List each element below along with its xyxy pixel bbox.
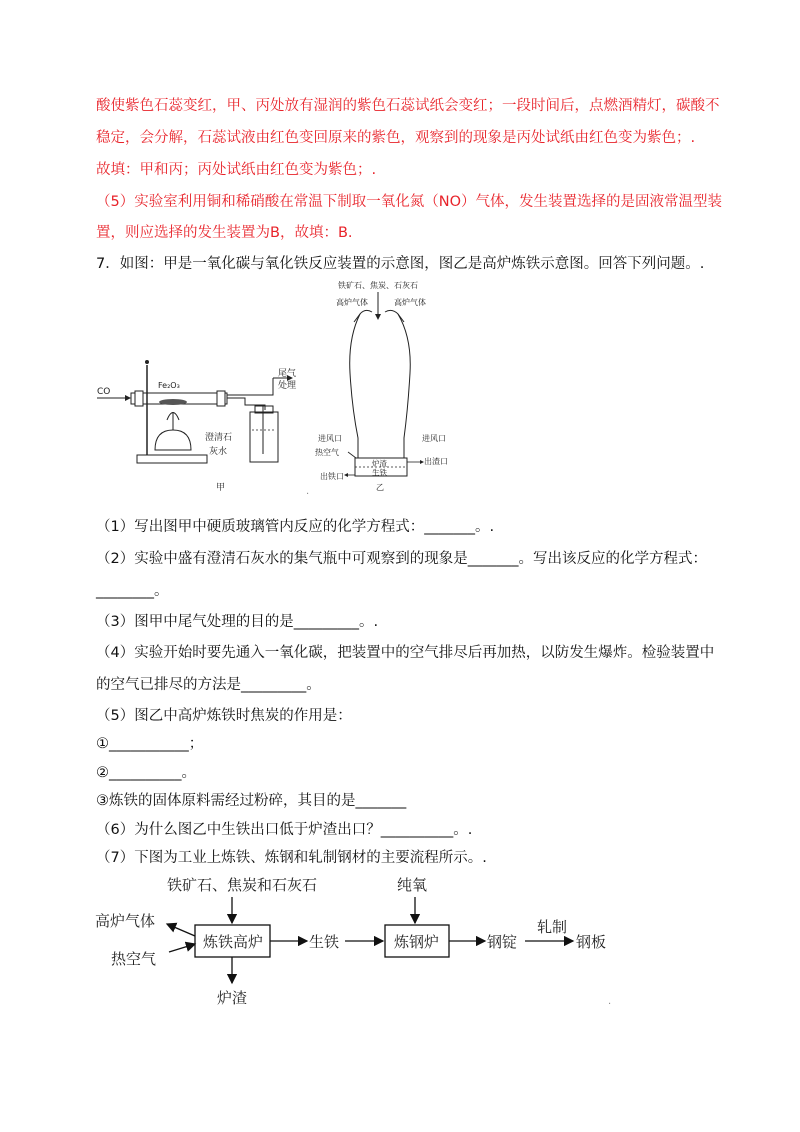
question-1: （1）写出图甲中硬质玻璃管内反应的化学方程式：_______。. bbox=[96, 519, 495, 535]
flow-rolling: 轧制 bbox=[537, 918, 568, 936]
question-2a: （2）实验中盛有澄清石灰水的集气瓶中可观察到的现象是_______。写出该反应的化学方程式： bbox=[96, 551, 707, 567]
iron-outlet-label: 出铁口 bbox=[320, 472, 344, 481]
flow-ingot: 钢锭 bbox=[487, 933, 518, 951]
answer-line-3: 故填：甲和丙；丙处试纸由红色变为紫色；. bbox=[96, 162, 377, 178]
process-flowchart bbox=[95, 870, 655, 1010]
question-6: （6）为什么图乙中生铁出口低于炉渣出口？__________。. bbox=[96, 822, 473, 838]
tail-gas-label-1: 尾气 bbox=[278, 369, 297, 379]
answer-line-1: 酸使紫色石蕊变红，甲、丙处放有湿润的紫色石蕊试纸会变红；一段时间后，点燃酒精灯，碳酸不 bbox=[96, 98, 720, 114]
lime-water-label-1: 澄清石 bbox=[205, 433, 233, 443]
stray-mark-2: . bbox=[608, 996, 612, 1007]
flow-steel-furnace: 炼钢炉 bbox=[394, 933, 440, 951]
flow-raw-materials: 铁矿石、焦炭和石灰石 bbox=[167, 876, 318, 894]
hot-air-label: 热空气 bbox=[315, 448, 339, 457]
figure-jia bbox=[95, 350, 305, 495]
question-4a: （4）实验开始时要先通入一氧化碳，把装置中的空气排尽后再加热，以防发生爆炸。检验装置中 bbox=[96, 645, 715, 661]
answer-line-5: 置，则应选择的发生装置为B，故填：B. bbox=[96, 225, 353, 241]
blast-gas-left-label: 高炉气体 bbox=[336, 298, 368, 307]
question-3: （3）图甲中尾气处理的目的是_________。. bbox=[96, 614, 379, 630]
raw-materials-label: 铁矿石、焦炭、石灰石 bbox=[338, 281, 418, 290]
flow-pig-iron: 生铁 bbox=[309, 933, 340, 951]
flow-oxygen: 纯氧 bbox=[397, 876, 428, 894]
slag-outlet-label: 出渣口 bbox=[424, 457, 448, 466]
answer-line-2: 稳定，会分解，石蕊试液由红色变回原来的紫色，观察到的现象是丙处试纸由红色变为紫色；. bbox=[96, 130, 696, 146]
tail-gas-label-2: 处理 bbox=[278, 381, 297, 391]
flow-blast-gas: 高炉气体 bbox=[95, 912, 156, 930]
figure-yi-caption: 乙 bbox=[376, 483, 384, 492]
figure-jia-caption: 甲 bbox=[216, 483, 226, 493]
question-4b: 的空气已排尽的方法是_________。 bbox=[96, 677, 321, 693]
slag-layer-label: 炉渣 bbox=[372, 459, 387, 468]
stray-mark: . bbox=[306, 486, 310, 497]
question-5-part-2: ②__________。 bbox=[96, 765, 196, 781]
flow-slag: 炉渣 bbox=[217, 989, 248, 1007]
question-2b: ________。 bbox=[96, 583, 169, 599]
figure-yi bbox=[310, 278, 470, 496]
question-7: （7）下图为工业上炼铁、炼钢和轧制钢材的主要流程所示。. bbox=[96, 850, 487, 866]
answer-line-4: （5）实验室利用铜和稀硝酸在常温下制取一氧化氮（NO）气体，发生装置选择的是固液常温型装 bbox=[96, 194, 722, 210]
lime-water-label-2: 灰水 bbox=[209, 447, 228, 457]
air-inlet-right-label: 进风口 bbox=[422, 434, 446, 443]
blast-gas-right-label: 高炉气体 bbox=[394, 298, 426, 307]
fe2o3-label: Fe₂O₃ bbox=[158, 381, 180, 390]
air-inlet-left-label: 进风口 bbox=[318, 434, 342, 443]
question-5-part-3: ③炼铁的固体原料需经过粉碎，其目的是_______ bbox=[96, 793, 407, 809]
question-5: （5）图乙中高炉炼铁时焦炭的作用是： bbox=[96, 708, 352, 724]
question-5-part-1: ①___________； bbox=[96, 736, 204, 752]
co-label: CO bbox=[97, 387, 111, 397]
flow-blast-furnace: 炼铁高炉 bbox=[203, 933, 264, 951]
pig-iron-layer-label: 生铁 bbox=[372, 468, 387, 477]
flow-steel-plate: 钢板 bbox=[576, 933, 607, 951]
question-stem: 7．如图：甲是一氧化碳与氧化铁反应装置的示意图，图乙是高炉炼铁示意图。回答下列问题。. bbox=[96, 256, 705, 272]
flow-hot-air: 热空气 bbox=[111, 950, 157, 968]
